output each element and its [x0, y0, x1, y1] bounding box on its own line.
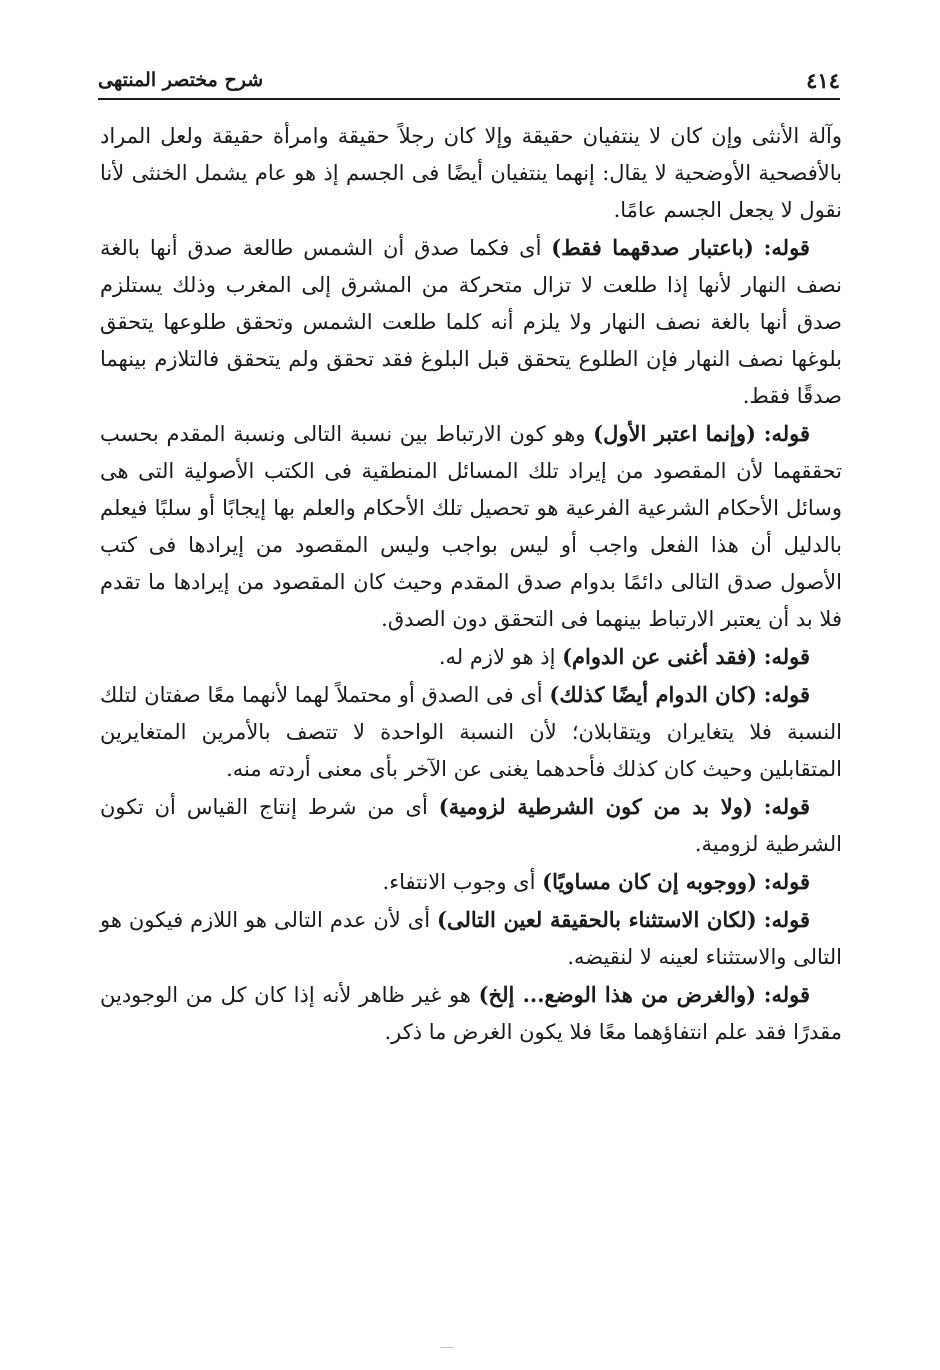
qawluhu-label: قوله: [763, 869, 810, 894]
paragraph-continuation [100, 118, 842, 229]
qawluhu-label: قوله: [763, 794, 810, 819]
quoted-phrase: (فقد أغنى عن الدوام) [562, 644, 758, 669]
paragraph-text: أى فى الصدق أو محتملاً لهما لأنهما معًا صفتان لتلك النسبة فلا يتغايران ويتقابلان؛ لأن النسبة الواحدة لا تتصف بالأمرين المتغايرين المتقابلين وحيث كان كذلك فأحدهما يغنى عن الآخر بأى معنى أردته منه. [100, 683, 842, 781]
paragraph-text: إذ هو لازم له. [438, 645, 556, 669]
quoted-phrase: (كان الدوام أيضًا كذلك) [549, 682, 757, 707]
paragraph-text: أى لأن عدم التالى هو اللازم فيكون هو التالى والاستثناء لعينه لا لنقيضه. [100, 908, 842, 969]
page-number: ٤١٤ [806, 67, 840, 93]
paragraph-text: هو غير ظاهر لأنه إذا كان كل من الوجودين مقدرًا فقد علم انتفاؤهما معًا فلا يكون الغرض ما ذكر. [100, 983, 842, 1044]
quoted-phrase: (وإنما اعتبر الأول) [593, 421, 756, 446]
page-edge-mark [440, 1347, 454, 1348]
commentary-paragraph [100, 863, 842, 901]
commentary-paragraph [100, 788, 842, 863]
paragraph-text: وهو كون الارتباط بين نسبة التالى ونسبة المقدم بحسب تحققهما لأن المقصود من إيراد تلك المسائل المنطقية فى الكتب الأصولية التى هى وسائل الأحكام الشرعية الفرعية هو تحصيل تلك الأحكام والعلم بها إيجابًا أو سلبًا فيعلم بالدليل أن هذا الفعل واجب أو ليس بواجب وليس المقصود من إيرادها فى كتب الأصول صدق التالى دائمًا بدوام صدق المقدم وحيث كان المقصود من إيرادها ما تقدم فلا بد أن يعتبر الارتباط بينهما فى التحقق دون الصدق. [100, 422, 842, 631]
commentary-paragraph [100, 676, 842, 788]
paragraph-text: أى من شرط إنتاج القياس أن تكون الشرطية لزومية. [100, 795, 842, 856]
commentary-paragraph [100, 415, 842, 638]
quoted-phrase: (ووجوبه إن كان مساويًا) [542, 869, 758, 894]
page-body [100, 118, 842, 1051]
qawluhu-label: قوله: [763, 235, 810, 260]
running-header [98, 62, 840, 100]
quoted-phrase: (والغرض من هذا الوضع... إلخ) [478, 982, 757, 1007]
quoted-phrase: (باعتبار صدقهما فقط) [551, 235, 754, 260]
quoted-phrase: (لكان الاستثناء بالحقيقة لعين التالى) [437, 907, 757, 932]
qawluhu-label: قوله: [763, 682, 810, 707]
qawluhu-label: قوله: [763, 982, 810, 1007]
paragraph-text: أى وجوب الانتفاء. [382, 870, 536, 894]
qawluhu-label: قوله: [763, 644, 810, 669]
paragraph-text: وآلة الأنثى وإن كان لا ينتفيان حقيقة وإلا كان رجلاً حقيقة وامرأة حقيقة ولعل المراد بالأفصحية الأوضحية لا يقال: إنهما ينتفيان أيضًا فى الجسم إذ هو عام يشمل الخنثى لأنا نقول لا يجعل الجسم عامًا. [100, 124, 842, 222]
commentary-paragraph [100, 901, 842, 976]
running-title: شرح مختصر المنتهى [98, 69, 264, 91]
paragraph-text: أى فكما صدق أن الشمس طالعة صدق أنها بالغة نصف النهار لأنها إذا طلعت لا تزال متحركة من المشرق إلى المغرب وذلك يستلزم صدق أنها بالغة نصف النهار ولا يلزم أنه كلما طلعت الشمس وتحقق طلوعها يتحقق بلوغها نصف النهار فإن الطلوع يتحقق قبل البلوغ فقد تحقق ولم يتحقق فالتلازم بينهما صدقًا فقط. [100, 236, 842, 408]
commentary-paragraph [100, 229, 842, 415]
commentary-paragraph [100, 638, 842, 676]
qawluhu-label: قوله: [763, 907, 810, 932]
qawluhu-label: قوله: [763, 421, 810, 446]
commentary-paragraph [100, 976, 842, 1051]
quoted-phrase: (ولا بد من كون الشرطية لزومية) [438, 794, 753, 819]
